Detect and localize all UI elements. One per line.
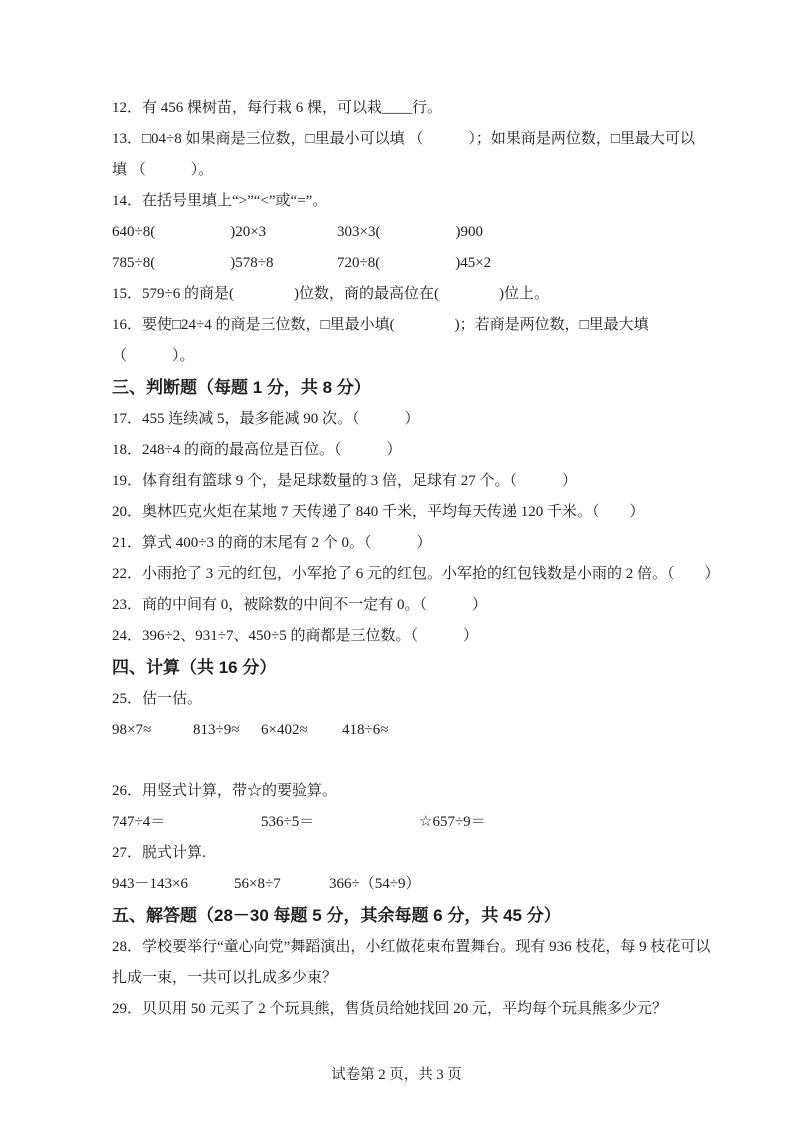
compare-item-2: 303×3( )900	[337, 224, 483, 240]
section-heading-word-problems: 五、解答题（28－30 每题 5 分，其余每题 6 分，共 45 分）	[112, 906, 561, 925]
question-27-expressions	[112, 869, 713, 900]
page-footer: 试卷第 2 页，共 3 页	[331, 1067, 462, 1083]
question-13-line1: 13．□04÷8 如果商是三位数，□里最小可以填 （ ）；如果商是两位数，□里最大可以	[112, 131, 695, 147]
question-29: 29．贝贝用 50 元买了 2 个玩具熊，售货员给她找回 20 元，平均每个玩具熊多少元？	[112, 1001, 668, 1017]
estimate-expression-2: 813÷9≈	[193, 722, 240, 738]
compare-item-1: 640÷8( )20×3	[112, 224, 267, 240]
question-13-line2: 填 （ ）。	[112, 162, 214, 178]
question-25-label: 25．估一估。	[112, 691, 203, 707]
vertical-expression-3: ☆657÷9＝	[419, 814, 486, 830]
step-expression-2: 56×8÷7	[234, 876, 281, 892]
question-22: 22．小雨抢了 3 元的红包，小军抢了 6 元的红包。小军抢的红包钱数是小雨的 2 倍。（ ）	[112, 566, 720, 582]
question-14-row2	[112, 248, 713, 279]
question-20: 20．奥林匹克火炬在某地 7 天传递了 840 千米，平均每天传递 120 千米。（ ）	[112, 504, 645, 520]
step-expression-3: 366÷（54÷9）	[329, 876, 421, 892]
work-area-spacer	[112, 746, 713, 776]
question-19: 19．体育组有篮球 9 个，是足球数量的 3 倍，足球有 27 个。（ ）	[112, 473, 578, 489]
compare-item-4: 720÷8( )45×2	[337, 255, 492, 271]
question-26-expressions	[112, 807, 713, 838]
vertical-expression-1: 747÷4＝	[112, 814, 166, 830]
question-18: 18．248÷4 的商的最高位是百位。（ ）	[112, 442, 402, 458]
question-23: 23．商的中间有 0，被除数的中间不一定有 0。（ ）	[112, 597, 488, 613]
section-heading-judge: 三、判断题（每题 1 分，共 8 分）	[112, 378, 371, 397]
vertical-expression-2: 536÷5＝	[261, 814, 315, 830]
question-12: 12．有 456 棵树苗，每行栽 6 棵，可以栽____行。	[112, 100, 443, 116]
question-28-line2: 扎成一束，一共可以扎成多少束？	[112, 970, 338, 986]
question-27-label: 27．脱式计算.	[112, 845, 206, 861]
question-16-line1: 16．要使□24÷4 的商是三位数，□里最小填( )；若商是两位数，□里最大填	[112, 317, 649, 333]
question-21: 21．算式 400÷3 的商的末尾有 2 个 0。（ ）	[112, 535, 432, 551]
estimate-expression-1: 98×7≈	[112, 722, 152, 738]
compare-item-3: 785÷8( )578÷8	[112, 255, 274, 271]
question-14-row1	[112, 217, 713, 248]
estimate-expression-3: 6×402≈	[261, 722, 308, 738]
question-17: 17．455 连续减 5，最多能减 90 次。（ ）	[112, 411, 420, 427]
question-14-label: 14．在括号里填上“>”“<”或“=”。	[112, 193, 328, 209]
question-24: 24．396÷2、931÷7、450÷5 的商都是三位数。（ ）	[112, 628, 478, 644]
question-28-line1: 28．学校要举行“童心向党”舞蹈演出，小红做花束布置舞台。现有 936 枝花，每 9 枝花可以	[112, 939, 711, 955]
question-16-line2: （ ）。	[112, 348, 195, 364]
question-25-expressions	[112, 715, 713, 746]
question-26-label: 26．用竖式计算，带☆的要验算。	[112, 783, 338, 799]
section-heading-calc: 四、计算（共 16 分）	[112, 658, 277, 677]
step-expression-1: 943－143×6	[112, 876, 188, 892]
estimate-expression-4: 418÷6≈	[342, 722, 389, 738]
question-15: 15．579÷6 的商是( )位数，商的最高位在( )位上。	[112, 286, 549, 302]
